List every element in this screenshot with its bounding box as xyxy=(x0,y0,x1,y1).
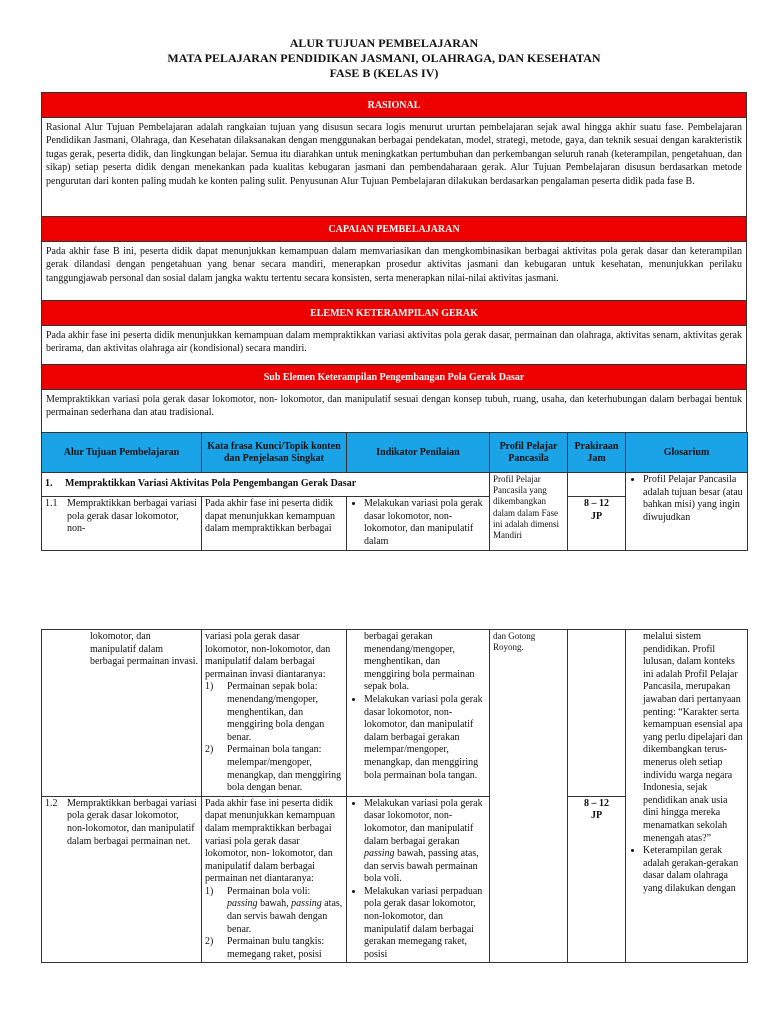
section-heading-elemen: ELEMEN KETERAMPILAN GERAK xyxy=(41,300,747,326)
list-text-part: bawah, xyxy=(257,898,292,910)
group-title: Mempraktikkan Variasi Aktivitas Pola Pengembangan Gerak Dasar xyxy=(65,478,357,490)
row-number: 1.1 xyxy=(45,498,58,509)
profil-cell: Profil Pelajar Pancasila yang dikembangkan dalam dalam Fase ini adalah dimensi Mandiri xyxy=(490,473,568,551)
list-marker: 2) xyxy=(205,936,214,948)
indikator-cell xyxy=(347,796,490,963)
glosarium-text: melalui sistem pendidikan. Profil lulusan, dalam konteks ini adalah Profil Pelajar Pancasila, merupakan jawaban dari pertanyaan penting: “Karakter serta kemampuan esensial apa yang perlu dipelajari dan dikembangkan terus-menerus oleh setiap individu warga negara Indonesia, sejak pendidikan anak usia dini hingga mereka menamatkan sekolah menengah atas?” xyxy=(643,631,743,844)
list-text: Permainan sepak bola: menendang/mengoper, menghentikan, dan menggiring bola dengan benar. xyxy=(227,681,325,743)
atp-text: Mempraktikkan berbagai variasi pola gerak dasar lokomotor, non- xyxy=(67,498,197,535)
atp-cell: lokomotor, dan manipulatif dalam berbagai permainan invasi. xyxy=(42,630,202,797)
prakiraan-cell xyxy=(568,796,626,963)
document-page-2 xyxy=(0,600,768,1024)
prakiraan-hours: 8 – 12 xyxy=(584,797,609,809)
header-profil: Profil Pelajar Pancasila xyxy=(490,433,568,473)
indikator-text-italic: passing xyxy=(364,848,395,860)
document-title-block xyxy=(0,36,768,81)
prakiraan-unit: JP xyxy=(590,510,603,522)
kata-list-item xyxy=(205,744,343,794)
row-number: 1.2 xyxy=(45,797,58,809)
header-kata-frasa: Kata frasa Kunci/Topik konten dan Penjelasan Singkat xyxy=(202,433,347,473)
atp-table xyxy=(41,432,748,551)
section-body-capaian: Pada akhir fase B ini, peserta didik dapat menunjukkan kemampuan dalam memvariasikan dan mengkombinasikan berbagai aktivitas pola gerak dasar dan keterampilan gerak dilandasi dengan pengetahuan yang benar secara mandiri, menerapkan prosedur aktivitas jasmani dan kebugaran untuk kesehatan, menunjukkan perilaku tanggungjawab personal dan sosial dalam jangka waktu tertentu secara konsisten, serta menerapkan nilai-nilai aktivitas jasmani. xyxy=(41,242,747,300)
section-body-elemen: Pada akhir fase ini peserta didik menunjukkan kemampuan dalam mempraktikkan variasi aktivitas pola gerak dasar, permainan dan olahraga, aktivitas senam, aktivitas gerak berirama, dan aktivitas olahraga air (kondisional) secara mandiri. xyxy=(41,326,747,364)
list-marker: 2) xyxy=(205,744,214,756)
list-text: Permainan bola tangan: melempar/mengoper, menangkap, dan menggiring bola dengan benar. xyxy=(227,744,342,794)
group-number: 1. xyxy=(45,478,53,490)
list-text-italic: passing xyxy=(291,898,322,910)
prakiraan-unit: JP xyxy=(590,810,603,822)
table-row xyxy=(42,630,748,797)
section-body-sub-elemen: Mempraktikkan variasi pola gerak dasar lokomotor, non- lokomotor, dan manipulatif sesuai dengan konsep tubuh, ruang, usaha, dan keterhubungan dalam berbagai bentuk permainan sederhana dan atau tradisional. xyxy=(41,390,747,432)
kata-list-item xyxy=(205,886,343,936)
table-row xyxy=(42,473,748,497)
prakiraan-empty-cell xyxy=(568,473,626,497)
prakiraan-hours: 8 – 12 xyxy=(584,498,609,509)
kata-frasa-cell: Pada akhir fase ini peserta didik dapat menunjukkan kemampuan dalam mempraktikkan berbagai xyxy=(202,497,347,551)
header-prakiraan: Prakiraan Jam xyxy=(568,433,626,473)
list-text-italic: passing xyxy=(227,898,258,910)
indikator-cell xyxy=(347,630,490,797)
list-text: Permainan bulu tangkis: memegang raket, posisi xyxy=(227,936,325,960)
indikator-text-part: Melakukan variasi pola gerak dasar lokomotor, non-lokomotor, dan manipulatif dalam berbagai gerakan xyxy=(364,797,483,847)
glosarium-item: • Profil Pelajar Pancasila adalah tujuan besar (atau bahkan misi) yang ingin diwujudkan xyxy=(643,474,744,524)
atp-text: Mempraktikkan berbagai variasi pola gerak dasar lokomotor, non-lokomotor, dan manipulatif dalam berbagai permainan net. xyxy=(67,797,197,847)
indikator-item: • Melakukan variasi pola gerak dasar lokomotor, non-lokomotor, dan manipulatif dalam berbagai gerakan melempar/mengoper, menangkap, dan menggiring bola permainan bola tangan. xyxy=(364,694,486,782)
atp-table-continued xyxy=(41,629,748,963)
header-indikator: Indikator Penilaian xyxy=(347,433,490,473)
header-glosarium: Glosarium xyxy=(626,433,748,473)
indikator-cell xyxy=(347,497,490,551)
list-marker: 1) xyxy=(205,681,214,693)
list-text-part: atas, dan servis bawah dengan benar. xyxy=(227,898,343,935)
prakiraan-cell xyxy=(568,497,626,551)
content-frame-continued xyxy=(41,629,747,963)
atp-cell xyxy=(42,497,202,551)
list-marker: 1) xyxy=(205,885,214,897)
indikator-text-part: bawah, passing atas, dan servis bawah permainan bola voli. xyxy=(364,848,479,885)
indikator-text: berbagai gerakan menendang/mengoper, menghentikan, dan menggiring bola permainan sepak bola. xyxy=(364,631,475,693)
content-frame xyxy=(41,92,747,551)
header-atp: Alur Tujuan Pembelajaran xyxy=(42,433,202,473)
kata-frasa-text: Pada akhir fase ini peserta didik dapat menunjukkan kemampuan dalam mempraktikkan berbagai variasi pola gerak dasar lokomotor, non- lokomotor, dan manipulatif dalam berbagai permainan net diantaranya: xyxy=(205,797,335,885)
document-phase: FASE B (KELAS IV) xyxy=(329,66,439,80)
list-text-part: Permainan bola voli: xyxy=(227,885,311,897)
document-title: ALUR TUJUAN PEMBELAJARAN xyxy=(289,36,479,50)
profil-cell: dan Gotong Royong. xyxy=(490,630,568,963)
kata-frasa-cell xyxy=(202,796,347,963)
list-text xyxy=(227,886,343,936)
document-subject: MATA PELAJARAN PENDIDIKAN JASMANI, OLAHRAGA, DAN KESEHATAN xyxy=(167,51,601,65)
kata-list-item xyxy=(205,681,343,744)
glosarium-cell xyxy=(626,473,748,551)
group-title-cell xyxy=(42,473,490,497)
section-heading-capaian: CAPAIAN PEMBELAJARAN xyxy=(41,216,747,242)
glosarium-cell xyxy=(626,630,748,963)
atp-cell xyxy=(42,796,202,963)
indikator-item: • Melakukan variasi pola gerak dasar lokomotor, non-lokomotor, dan manipulatif dalam xyxy=(364,498,486,548)
section-body-rasional: Rasional Alur Tujuan Pembelajaran adalah rangkaian tujuan yang disusun secara logis menurut ururtan pembelajaran sejak awal hingga akhir suatu fase. Pembelajaran Pendidikan Jasmani, Olahraga, dan Kesehatan dilaksanakan dengan menggunakan berbagai pendekatan, model, strategi, metode, gaya, dan teknik sesuai dengan karakteristik tugas gerak, peserta didik, dan lingkungan belajar. Semua itu diarahkan untuk meningkatkan pertumbuhan dan perkembangan seluruh ranah (keterampilan, pengetahuan, dan sikap) setiap peserta didik dengan menekankan pada kualitas kebugaran jasmani dan pembendaharaan gerak. Alur Tujuan Pembelajaran disusun berdasarkan metode pengurutan dari konten paling mudah ke konten paling sulit. Penyusunan Alur Tujuan Pembelajaran dilakukan berdasarkan pengalaman peserta didik pada fase B. xyxy=(41,118,747,216)
kata-list-item xyxy=(205,936,343,961)
kata-frasa-cell xyxy=(202,630,347,797)
kata-frasa-text: variasi pola gerak dasar lokomotor, non-lokomotor, dan manipulatif dalam berbagai permainan invasi diantaranya: xyxy=(205,631,331,680)
prakiraan-empty-cell xyxy=(568,630,626,797)
indikator-item xyxy=(364,798,486,886)
glosarium-item: • Keterampilan gerak adalah gerakan-gerakan dasar dalam olahraga yang dilakukan dengan xyxy=(643,845,744,895)
section-heading-sub-elemen: Sub Elemen Keterampilan Pengembangan Pola Gerak Dasar xyxy=(41,364,747,390)
section-heading-rasional: RASIONAL xyxy=(41,92,747,118)
indikator-item: • Melakukan variasi perpaduan pola gerak dasar lokomotor, non-lokomotor, dan manipulatif dalam berbagai gerakan memegang raket, posisi xyxy=(364,886,486,962)
table-header-row xyxy=(42,433,748,473)
